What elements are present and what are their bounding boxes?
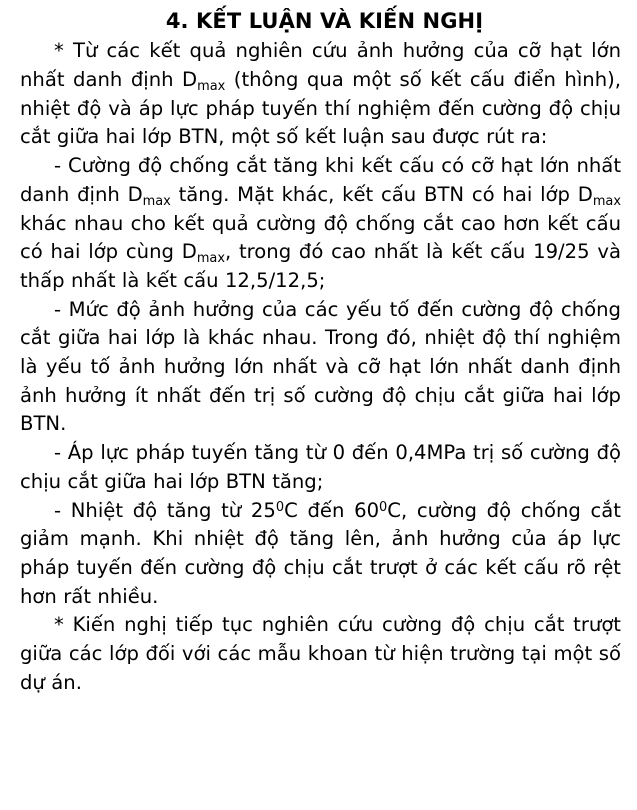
subscript-text: max [142,193,171,209]
subscript-text: max [197,78,226,94]
subscript-text: max [592,193,621,209]
page-title: 4. KẾT LUẬN VÀ KIẾN NGHỊ [165,9,484,33]
paragraph-conclusion-2: - Mức độ ảnh hưởng của các yếu tố đến cường độ chống cắt giữa hai lớp là khác nhau. Trong đó, nhiệt độ thí nghiệm là yếu tố ảnh hưởng lớn nhất và cỡ hạt lớn nhất danh định ảnh hưởng ít nhất đến trị số cường độ chịu cắt giữa hai lớp BTN. [20,297,621,436]
document-body [20,37,621,697]
subscript-text: max [196,251,225,267]
paragraph-conclusion-3: - Áp lực pháp tuyến tăng từ 0 đến 0,4MPa trị số cường độ chịu cắt giữa hai lớp BTN tăng; [20,441,621,493]
paragraph-intro: * Từ các kết quả nghiên cứu ảnh hưởng của cỡ hạt lớn nhất danh định $D_{max}$ (thông qua một số kết cấu điển hình), nhiệt độ và áp lực pháp tuyến thí nghiệm đến cường độ chịu cắt giữa hai lớp BTN, một số kết luận sau được rút ra: [20,39,621,149]
superscript-text: 0 [379,499,388,515]
paragraph-recommendation: * Kiến nghị tiếp tục nghiên cứu cường độ chịu cắt trượt giữa các lớp đối với các mẫu khoan từ hiện trường tại một số dự án. [20,613,621,694]
superscript-text: 0 [275,499,285,515]
paragraph-conclusion-4: - Nhiệt độ tăng từ $25^0C$ đến $60^0C$, cường độ chống cắt giảm mạnh. Khi nhiệt độ tăng lên, ảnh hưởng của áp lực pháp tuyến đến cường độ chịu cắt trượt ở các kết cấu rõ rệt hơn rất nhiều. [20,498,621,608]
paragraph-conclusion-1: - Cường độ chống cắt tăng khi kết cấu có cỡ hạt lớn nhất danh định $D_{max}$ tăng. Mặt khác, kết cấu BTN có hai lớp $D_{max}$ khác nhau cho kết quả cường độ chống cắt cao hơn kết cấu có hai lớp cùng $D_{max}$, trong đó cao nhất là kết cấu 19/25 và thấp nhất là kết cấu 12,5/12,5; [20,154,621,292]
